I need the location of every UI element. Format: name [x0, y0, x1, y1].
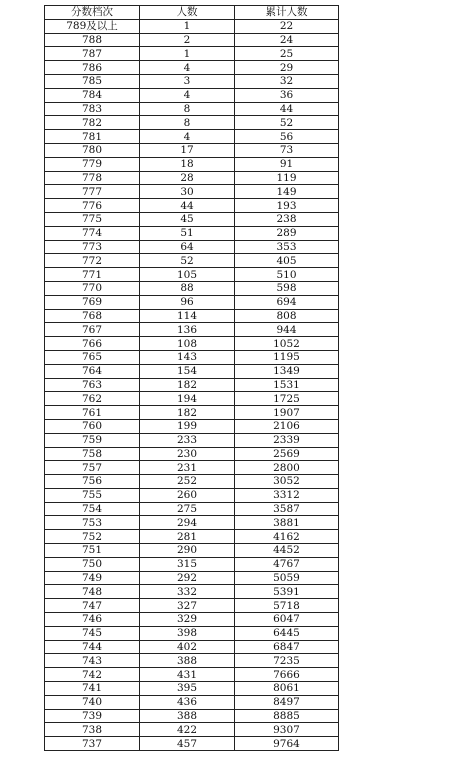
- count-cell: 8: [140, 116, 235, 130]
- table-row: [45, 47, 339, 61]
- table-row: [45, 723, 339, 737]
- score-band-cell: 745: [45, 626, 140, 640]
- cumulative-count-cell: 2106: [235, 419, 339, 433]
- cumulative-count-cell: 25: [235, 47, 339, 61]
- score-band-cell: 742: [45, 668, 140, 682]
- table-row: [45, 226, 339, 240]
- score-band-cell: 787: [45, 47, 140, 61]
- score-band-cell: 784: [45, 88, 140, 102]
- count-cell: 18: [140, 157, 235, 171]
- table-row: [45, 419, 339, 433]
- table-row: [45, 585, 339, 599]
- table-row: [45, 461, 339, 475]
- table-row: [45, 350, 339, 364]
- cumulative-count-cell: 6847: [235, 640, 339, 654]
- score-band-cell: 772: [45, 254, 140, 268]
- count-cell: 332: [140, 585, 235, 599]
- cumulative-count-cell: 5391: [235, 585, 339, 599]
- score-band-cell: 785: [45, 74, 140, 88]
- count-cell: 281: [140, 530, 235, 544]
- score-band-cell: 776: [45, 199, 140, 213]
- score-band-cell: 758: [45, 447, 140, 461]
- count-cell: 199: [140, 419, 235, 433]
- score-band-cell: 789及以上: [45, 19, 140, 33]
- cumulative-count-cell: 36: [235, 88, 339, 102]
- cumulative-count-cell: 7235: [235, 654, 339, 668]
- header-cumulative-count: 累计人数: [235, 6, 339, 20]
- cumulative-count-cell: 510: [235, 268, 339, 282]
- count-cell: 51: [140, 226, 235, 240]
- cumulative-count-cell: 1725: [235, 392, 339, 406]
- table-row: [45, 737, 339, 751]
- table-row: [45, 695, 339, 709]
- score-band-cell: 740: [45, 695, 140, 709]
- score-band-cell: 765: [45, 350, 140, 364]
- cumulative-count-cell: 1052: [235, 337, 339, 351]
- score-band-cell: 773: [45, 240, 140, 254]
- count-cell: 231: [140, 461, 235, 475]
- score-band-cell: 759: [45, 433, 140, 447]
- cumulative-count-cell: 6445: [235, 626, 339, 640]
- table-row: [45, 240, 339, 254]
- count-cell: 260: [140, 488, 235, 502]
- score-band-cell: 750: [45, 557, 140, 571]
- cumulative-count-cell: 24: [235, 33, 339, 47]
- cumulative-count-cell: 56: [235, 130, 339, 144]
- cumulative-count-cell: 5718: [235, 599, 339, 613]
- score-band-cell: 741: [45, 682, 140, 696]
- header-count: 人数: [140, 6, 235, 20]
- score-band-cell: 753: [45, 516, 140, 530]
- score-band-cell: 739: [45, 709, 140, 723]
- table-row: [45, 488, 339, 502]
- count-cell: 398: [140, 626, 235, 640]
- cumulative-count-cell: 73: [235, 143, 339, 157]
- score-band-cell: 783: [45, 102, 140, 116]
- cumulative-count-cell: 8885: [235, 709, 339, 723]
- table-row: [45, 475, 339, 489]
- count-cell: 290: [140, 544, 235, 558]
- cumulative-count-cell: 4452: [235, 544, 339, 558]
- count-cell: 233: [140, 433, 235, 447]
- count-cell: 44: [140, 199, 235, 213]
- cumulative-count-cell: 2569: [235, 447, 339, 461]
- count-cell: 436: [140, 695, 235, 709]
- score-band-cell: 752: [45, 530, 140, 544]
- table-row: [45, 516, 339, 530]
- cumulative-count-cell: 9307: [235, 723, 339, 737]
- score-band-cell: 747: [45, 599, 140, 613]
- table-row: [45, 654, 339, 668]
- count-cell: 422: [140, 723, 235, 737]
- table-row: [45, 613, 339, 627]
- count-cell: 3: [140, 74, 235, 88]
- cumulative-count-cell: 3052: [235, 475, 339, 489]
- count-cell: 64: [140, 240, 235, 254]
- count-cell: 114: [140, 309, 235, 323]
- cumulative-count-cell: 3881: [235, 516, 339, 530]
- table-row: [45, 19, 339, 33]
- score-band-cell: 769: [45, 295, 140, 309]
- table-row: [45, 682, 339, 696]
- score-band-cell: 786: [45, 61, 140, 75]
- count-cell: 105: [140, 268, 235, 282]
- table-row: [45, 281, 339, 295]
- score-band-cell: 771: [45, 268, 140, 282]
- cumulative-count-cell: 7666: [235, 668, 339, 682]
- score-band-cell: 768: [45, 309, 140, 323]
- cumulative-count-cell: 44: [235, 102, 339, 116]
- cumulative-count-cell: 3312: [235, 488, 339, 502]
- table-row: [45, 364, 339, 378]
- count-cell: 96: [140, 295, 235, 309]
- count-cell: 52: [140, 254, 235, 268]
- count-cell: 45: [140, 212, 235, 226]
- table-row: [45, 571, 339, 585]
- score-band-cell: 762: [45, 392, 140, 406]
- count-cell: 4: [140, 130, 235, 144]
- table-row: [45, 102, 339, 116]
- table-row: [45, 254, 339, 268]
- table-row: [45, 530, 339, 544]
- cumulative-count-cell: 193: [235, 199, 339, 213]
- score-band-cell: 761: [45, 406, 140, 420]
- count-cell: 230: [140, 447, 235, 461]
- cumulative-count-cell: 405: [235, 254, 339, 268]
- score-band-cell: 748: [45, 585, 140, 599]
- score-band-cell: 778: [45, 171, 140, 185]
- cumulative-count-cell: 2339: [235, 433, 339, 447]
- table-row: [45, 185, 339, 199]
- cumulative-count-cell: 149: [235, 185, 339, 199]
- cumulative-count-cell: 5059: [235, 571, 339, 585]
- count-cell: 108: [140, 337, 235, 351]
- count-cell: 88: [140, 281, 235, 295]
- count-cell: 1: [140, 19, 235, 33]
- count-cell: 457: [140, 737, 235, 751]
- cumulative-count-cell: 944: [235, 323, 339, 337]
- count-cell: 4: [140, 61, 235, 75]
- score-band-cell: 754: [45, 502, 140, 516]
- count-cell: 8: [140, 102, 235, 116]
- table-row: [45, 626, 339, 640]
- table-row: [45, 599, 339, 613]
- count-cell: 329: [140, 613, 235, 627]
- count-cell: 431: [140, 668, 235, 682]
- score-band-cell: 737: [45, 737, 140, 751]
- table-row: [45, 212, 339, 226]
- cumulative-count-cell: 808: [235, 309, 339, 323]
- count-cell: 395: [140, 682, 235, 696]
- cumulative-count-cell: 91: [235, 157, 339, 171]
- count-cell: 292: [140, 571, 235, 585]
- table-row: [45, 61, 339, 75]
- score-band-cell: 782: [45, 116, 140, 130]
- table-row: [45, 392, 339, 406]
- table-row: [45, 668, 339, 682]
- table-row: [45, 557, 339, 571]
- score-band-cell: 746: [45, 613, 140, 627]
- table-row: [45, 337, 339, 351]
- count-cell: 30: [140, 185, 235, 199]
- count-cell: 388: [140, 709, 235, 723]
- score-band-cell: 738: [45, 723, 140, 737]
- count-cell: 1: [140, 47, 235, 61]
- table-row: [45, 199, 339, 213]
- score-band-cell: 760: [45, 419, 140, 433]
- table-row: [45, 268, 339, 282]
- cumulative-count-cell: 694: [235, 295, 339, 309]
- count-cell: 275: [140, 502, 235, 516]
- table-row: [45, 406, 339, 420]
- cumulative-count-cell: 52: [235, 116, 339, 130]
- count-cell: 2: [140, 33, 235, 47]
- score-band-cell: 777: [45, 185, 140, 199]
- count-cell: 182: [140, 378, 235, 392]
- header-score-band: 分数档次: [45, 6, 140, 20]
- count-cell: 402: [140, 640, 235, 654]
- table-row: [45, 323, 339, 337]
- count-cell: 388: [140, 654, 235, 668]
- score-band-cell: 763: [45, 378, 140, 392]
- score-band-cell: 749: [45, 571, 140, 585]
- table-row: [45, 157, 339, 171]
- count-cell: 17: [140, 143, 235, 157]
- count-cell: 194: [140, 392, 235, 406]
- cumulative-count-cell: 598: [235, 281, 339, 295]
- score-band-cell: 780: [45, 143, 140, 157]
- table-row: [45, 116, 339, 130]
- cumulative-count-cell: 8061: [235, 682, 339, 696]
- cumulative-count-cell: 119: [235, 171, 339, 185]
- score-band-cell: 755: [45, 488, 140, 502]
- cumulative-count-cell: 238: [235, 212, 339, 226]
- table-row: [45, 143, 339, 157]
- cumulative-count-cell: 289: [235, 226, 339, 240]
- cumulative-count-cell: 1531: [235, 378, 339, 392]
- count-cell: 154: [140, 364, 235, 378]
- table-header-row: [45, 6, 339, 20]
- table-row: [45, 295, 339, 309]
- table-row: [45, 447, 339, 461]
- score-band-cell: 767: [45, 323, 140, 337]
- table-row: [45, 88, 339, 102]
- table-row: [45, 433, 339, 447]
- cumulative-count-cell: 9764: [235, 737, 339, 751]
- cumulative-count-cell: 32: [235, 74, 339, 88]
- count-cell: 315: [140, 557, 235, 571]
- cumulative-count-cell: 353: [235, 240, 339, 254]
- table-row: [45, 33, 339, 47]
- cumulative-count-cell: 3587: [235, 502, 339, 516]
- count-cell: 4: [140, 88, 235, 102]
- cumulative-count-cell: 4162: [235, 530, 339, 544]
- table-row: [45, 74, 339, 88]
- table-body: [45, 19, 339, 750]
- count-cell: 143: [140, 350, 235, 364]
- score-band-cell: 764: [45, 364, 140, 378]
- cumulative-count-cell: 8497: [235, 695, 339, 709]
- cumulative-count-cell: 2800: [235, 461, 339, 475]
- count-cell: 294: [140, 516, 235, 530]
- score-band-cell: 751: [45, 544, 140, 558]
- table-row: [45, 309, 339, 323]
- table-row: [45, 171, 339, 185]
- score-band-cell: 788: [45, 33, 140, 47]
- cumulative-count-cell: 4767: [235, 557, 339, 571]
- score-band-cell: 744: [45, 640, 140, 654]
- cumulative-count-cell: 1349: [235, 364, 339, 378]
- cumulative-count-cell: 1195: [235, 350, 339, 364]
- score-band-cell: 766: [45, 337, 140, 351]
- table-row: [45, 709, 339, 723]
- table-row: [45, 130, 339, 144]
- count-cell: 327: [140, 599, 235, 613]
- score-band-cell: 756: [45, 475, 140, 489]
- table-row: [45, 544, 339, 558]
- cumulative-count-cell: 29: [235, 61, 339, 75]
- count-cell: 28: [140, 171, 235, 185]
- cumulative-count-cell: 22: [235, 19, 339, 33]
- score-band-cell: 779: [45, 157, 140, 171]
- table-row: [45, 640, 339, 654]
- cumulative-count-cell: 6047: [235, 613, 339, 627]
- count-cell: 136: [140, 323, 235, 337]
- count-cell: 252: [140, 475, 235, 489]
- cumulative-count-cell: 1907: [235, 406, 339, 420]
- score-distribution-sheet: [44, 5, 339, 751]
- table-row: [45, 502, 339, 516]
- score-band-cell: 757: [45, 461, 140, 475]
- count-cell: 182: [140, 406, 235, 420]
- score-band-cell: 770: [45, 281, 140, 295]
- score-band-cell: 774: [45, 226, 140, 240]
- table-row: [45, 378, 339, 392]
- score-band-cell: 781: [45, 130, 140, 144]
- score-distribution-table: [44, 5, 339, 751]
- score-band-cell: 743: [45, 654, 140, 668]
- score-band-cell: 775: [45, 212, 140, 226]
